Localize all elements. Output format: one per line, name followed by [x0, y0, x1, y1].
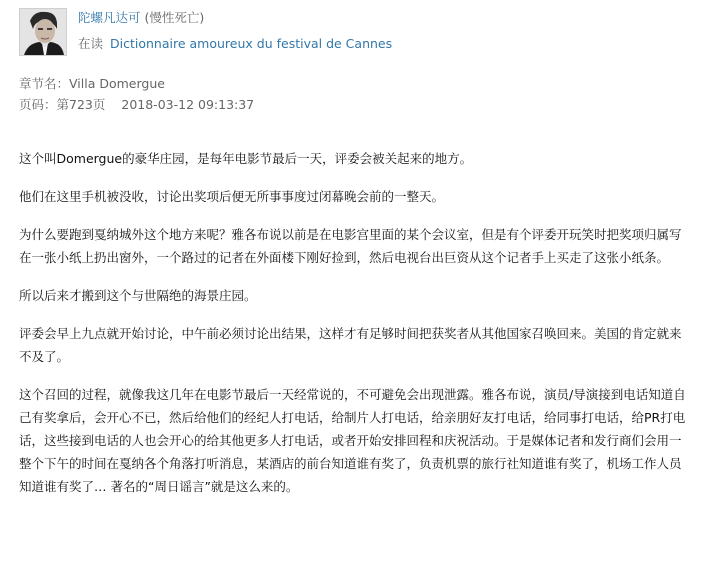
note-paragraph: 所以后来才搬到这个与世隔绝的海景庄园。 [19, 288, 257, 303]
page-number: 第723页 [56, 97, 106, 112]
page-label: 页码： [19, 97, 57, 112]
note-paragraph: 评委会早上九点就开始讨论，中午前必须讨论出结果，这样才有足够时间把获奖者从其他国家召唤回来。美国的肯定就来不及了。 [19, 326, 682, 364]
page-row [19, 94, 254, 115]
chapter-label: 章节名： [19, 76, 70, 91]
note-content [19, 147, 689, 513]
reading-line [78, 35, 392, 53]
user-line [78, 9, 204, 27]
note-paragraph: 为什么要跑到戛纳城外这个地方来呢？雅各布说以前是在电影宫里面的某个会议室，但是有个评委开玩笑时把奖项归属写在一张小纸上扔出窗外，一个路过的记者在外面楼下刚好捡到，然后电视台出巨资从这个记者手上买走了这张小纸条。 [19, 227, 682, 265]
book-title-link[interactable]: Dictionnaire amoureux du festival de Cannes [110, 36, 393, 51]
note-header [19, 8, 699, 60]
note-meta [19, 73, 254, 115]
avatar[interactable] [19, 8, 67, 56]
note-paragraph: 他们在这里手机被没收，讨论出奖项后便无所事事度过闭幕晚会前的一整天。 [19, 189, 445, 204]
avatar-portrait-icon [20, 9, 66, 55]
reading-status-label: 在读 [78, 36, 104, 51]
note-paragraph: 这个召回的过程，就像我这几年在电影节最后一天经常说的，不可避免会出现泄露。雅各布说，演员/导演接到电话知道自己有奖拿后，会开心不已，然后给他们的经纪人打电话，给制片人打电话，给亲朋好友打电话，给同事打电话，给PR打电话，这些接到电话的人也会开心的给其他更多人打电话，或者开始安排回程和庆祝活动。于是媒体记者和发行商们会用一整个下午的时间在戛纳各个角落打听消息，某酒店的前台知道谁有奖了，负责机票的旅行社知道谁有奖了，机场工作人员知道谁有奖了… 著名的“周日谣言”就是这么来的。 [19, 387, 686, 494]
chapter-row [19, 73, 254, 94]
chapter-name: Villa Domergue [69, 76, 165, 91]
user-signature: (慢性死亡) [144, 10, 205, 25]
note-paragraph: 这个叫Domergue的豪华庄园，是每年电影节最后一天，评委会被关起来的地方。 [19, 151, 473, 166]
note-timestamp: 2018-03-12 09:13:37 [121, 97, 255, 112]
user-name-link[interactable]: 陀螺凡达可 [78, 10, 141, 25]
